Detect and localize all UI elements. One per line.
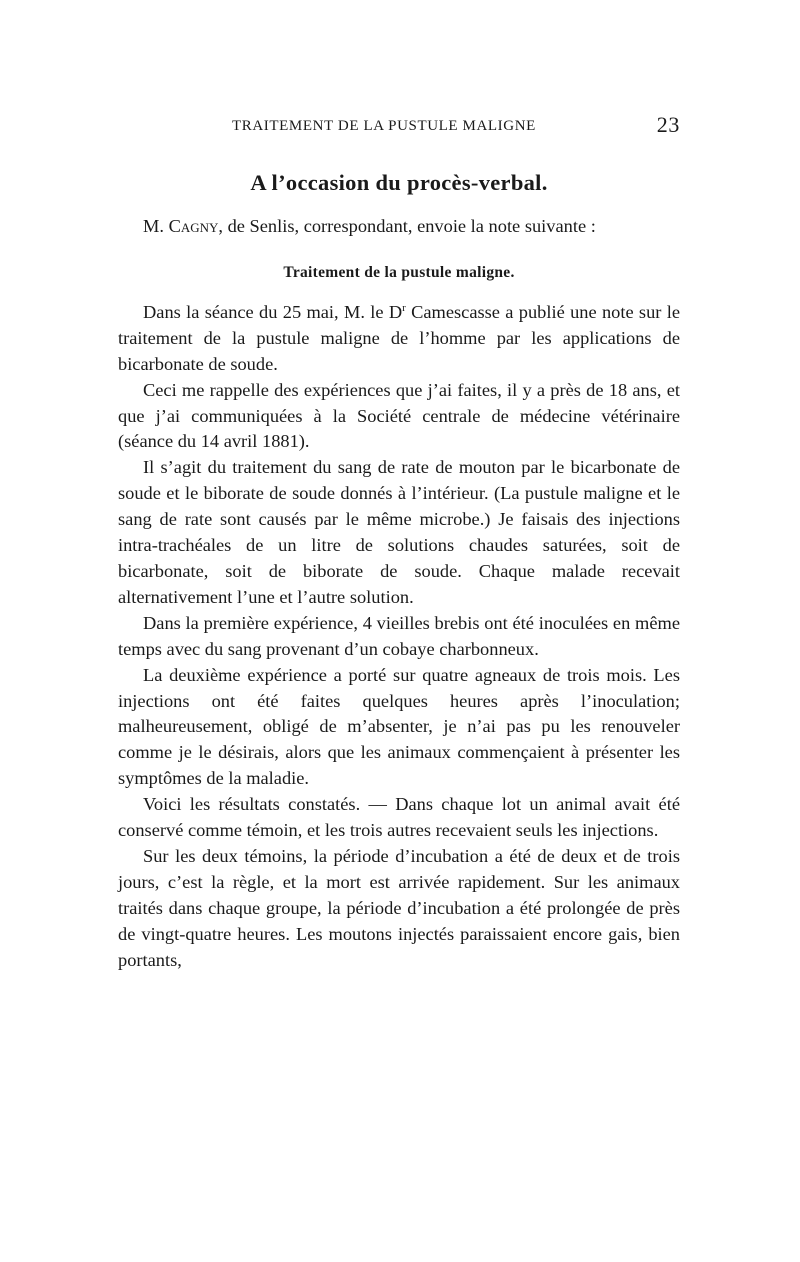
intro-text: , de Senlis, correspondant, envoie la note suivante : — [218, 216, 596, 236]
paragraph-3: Il s’agit du traitement du sang de rate de mouton par le bicarbonate de soude et le biborate de soude donnés à l’intérieur. (La pustule maligne et le sang de rate sont causés par le même microbe.) Je faisais des injections intra-trachéales de un litre de solutions chaudes saturées, soit de bicarbonate, soit de biborate de soude. Chaque malade recevait alternativement l’une et l’autre solution. — [118, 457, 680, 607]
paragraph-1-text-a: Dans la séance du 25 mai, M. le D — [143, 301, 403, 322]
page-number: 23 — [656, 112, 680, 137]
paragraph-2: Ceci me rappelle des expériences que j’ai faites, il y a près de 18 ans, et que j’ai communiquées à la Société centrale de médecine vétérinaire (séance du 14 avril 1881). — [118, 379, 680, 452]
section-title: A l’occasion du procès-verbal. — [250, 170, 548, 195]
paragraph-7: Sur les deux témoins, la période d’incubation a été de deux et de trois jours, c’est la règle, et la mort est arrivée rapidement. Sur les animaux traités dans chaque groupe, la période d’incubation a été prolongée de près de vingt-quatre heures. Les moutons injectés paraissaient encore gais, bien portants, — [118, 845, 680, 970]
intro-prefix: M. — [143, 216, 169, 236]
doctor-superscript: r — [402, 301, 406, 314]
paragraph-1 — [118, 300, 680, 378]
author-name: Cagny — [168, 216, 219, 236]
paragraph-4: Dans la première expérience, 4 vieilles brebis ont été inoculées en même temps avec du sang provenant d’un cobaye charbonneux. — [118, 612, 680, 659]
note-title: Traitement de la pustule maligne. — [283, 263, 515, 281]
running-title: TRAITEMENT DE LA PUSTULE MALIGNE — [232, 118, 536, 134]
paragraph-6: Voici les résultats constatés. — Dans chaque lot un animal avait été conservé comme témoin, et les trois autres recevaient seuls les injections. — [118, 794, 680, 841]
running-header — [118, 112, 680, 142]
paragraph-5: La deuxième expérience a porté sur quatre agneaux de trois mois. Les injections ont été faites quelques heures après l’inoculation; malheureusement, obligé de m’absenter, je n’ai pas pu les renouveler comme je le désirais, alors que les animaux commençaient à présenter les symptômes de la maladie. — [118, 664, 680, 789]
paragraph-1-text-b: Camescasse a publié une note sur le traitement de la pustule maligne de l’homme par les applications de bicarbonate de soude. — [118, 301, 681, 374]
intro-paragraph — [118, 214, 680, 240]
book-page — [118, 112, 680, 973]
